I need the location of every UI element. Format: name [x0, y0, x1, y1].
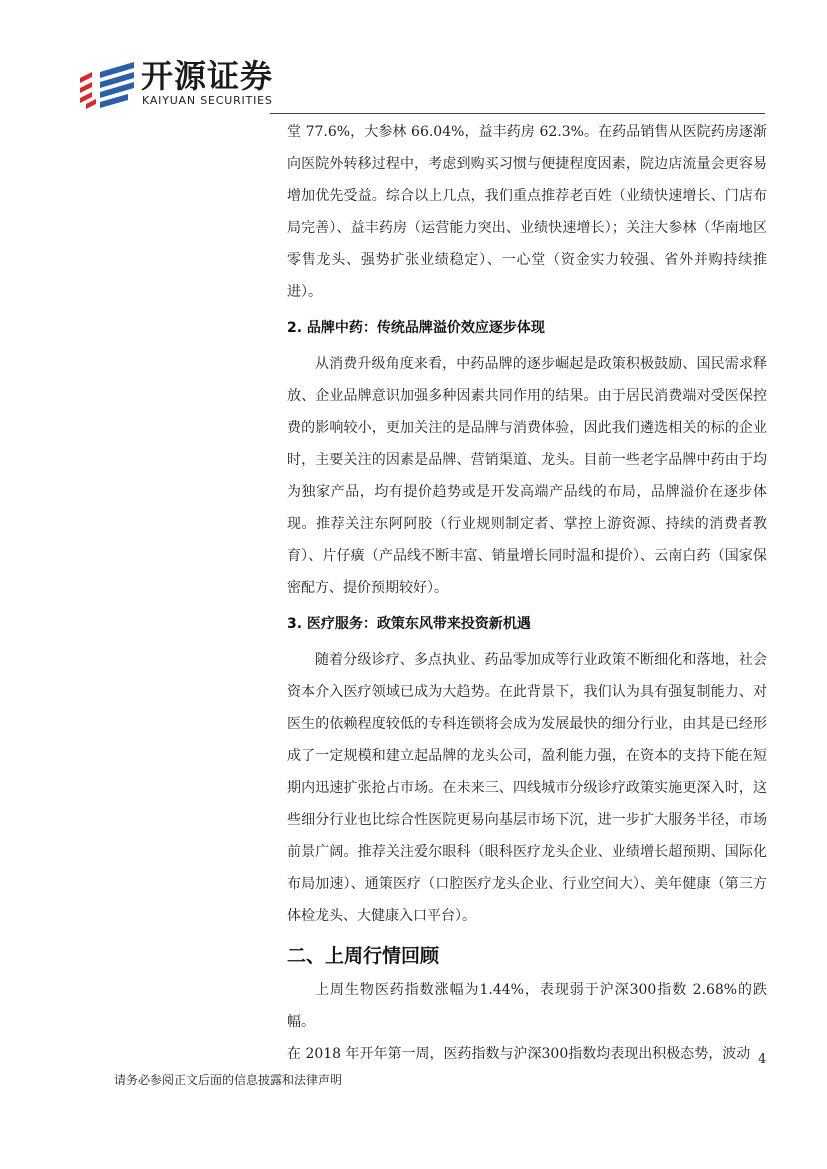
paragraph-medical-services: 随着分级诊疗、多点执业、药品零加成等行业政策不断细化和落地，社会资本介入医疗领域已成为大趋势。在此背景下，我们认为具有强复制能力、对医生的依赖程度较低的专科连锁将会成为发展最快的细分行业，由其是已经形成了一定规模和建立起品牌的龙头公司，盈利能力强，在资本的支持下能在短期内迅速扩张抢占市场。在未来三、四线城市分级诊疗政策实施更深入时，这些细分行业也比综合性医院更易向基层市场下沉，进一步扩大服务半径，市场前景广阔。推荐关注爱尔眼科（眼科医疗龙头企业、业绩增长超预期、国际化布局加速）、通策医疗（口腔医疗龙头企业、行业空间大）、美年健康（第三方体检龙头、大健康入口平台）。 [287, 652, 767, 924]
kaiyuan-logo [78, 58, 278, 110]
paragraph-brand-tcm: 从消费升级角度来看，中药品牌的逐步崛起是政策积极鼓励、国民需求释放、企业品牌意识加强多种因素共同作用的结果。由于居民消费端对受医保控费的影响较小，更加关注的是品牌与消费体验，因此我们遴选相关的标的企业时，主要关注的因素是品牌、营销渠道、龙头。目前一些老字品牌中药由于均为独家产品，均有提价趋势或是开发高端产品线的布局，品牌溢价在逐步体现。推荐关注东阿阿胶（行业规则制定者、掌控上游资源、持续的消费者教育）、片仔癀（产品线不断丰富、销量增长同时温和提价）、云南白药（国家保密配方、提价预期较好）。 [287, 356, 767, 596]
heading-medical-services: 3. 医疗服务：政策东风带来投资新机遇 [287, 616, 531, 632]
kaiyuan-logo-mark-icon [78, 60, 138, 110]
footer-disclaimer: 请务必参阅正文后面的信息披露和法律声明 [114, 1073, 343, 1087]
paragraph-index-performance: 上周生物医药指数涨幅为1.44%，表现弱于沪深300指数 2.68%的跌幅。 [287, 982, 767, 1030]
paragraph-pharmacy-recommendation: 堂 77.6%，大参林 66.04%，益丰药房 62.3%。在药品销售从医院药房逐渐向医院外转移过程中，考虑到购买习惯与便捷程度因素，院边店流量会更容易增加优先受益。综合以上几点，我们重点推荐老百姓（业绩快速增长、门店布局完善）、益丰药房（运营能力突出、业绩快速增长）；关注大参林（华南地区零售龙头、强势扩张业绩稳定）、一心堂（资金实力较强、省外并购持续推进）。 [287, 124, 767, 300]
heading-brand-tcm: 2. 品牌中药：传统品牌溢价效应逐步体现 [287, 320, 545, 336]
logo-chinese-name: 开源证券 [141, 57, 274, 95]
paragraph-market-trend: 在 2018 年开年第一周，医药指数与沪深300指数均表现出积极态势，波动 [287, 1046, 751, 1062]
main-content [287, 116, 767, 1070]
header-divider [270, 113, 765, 114]
logo-english-name: KAIYUAN SECURITIES [142, 94, 273, 107]
page-number: 4 [758, 1052, 767, 1067]
heading-market-review: 二、上周行情回顾 [287, 945, 440, 967]
